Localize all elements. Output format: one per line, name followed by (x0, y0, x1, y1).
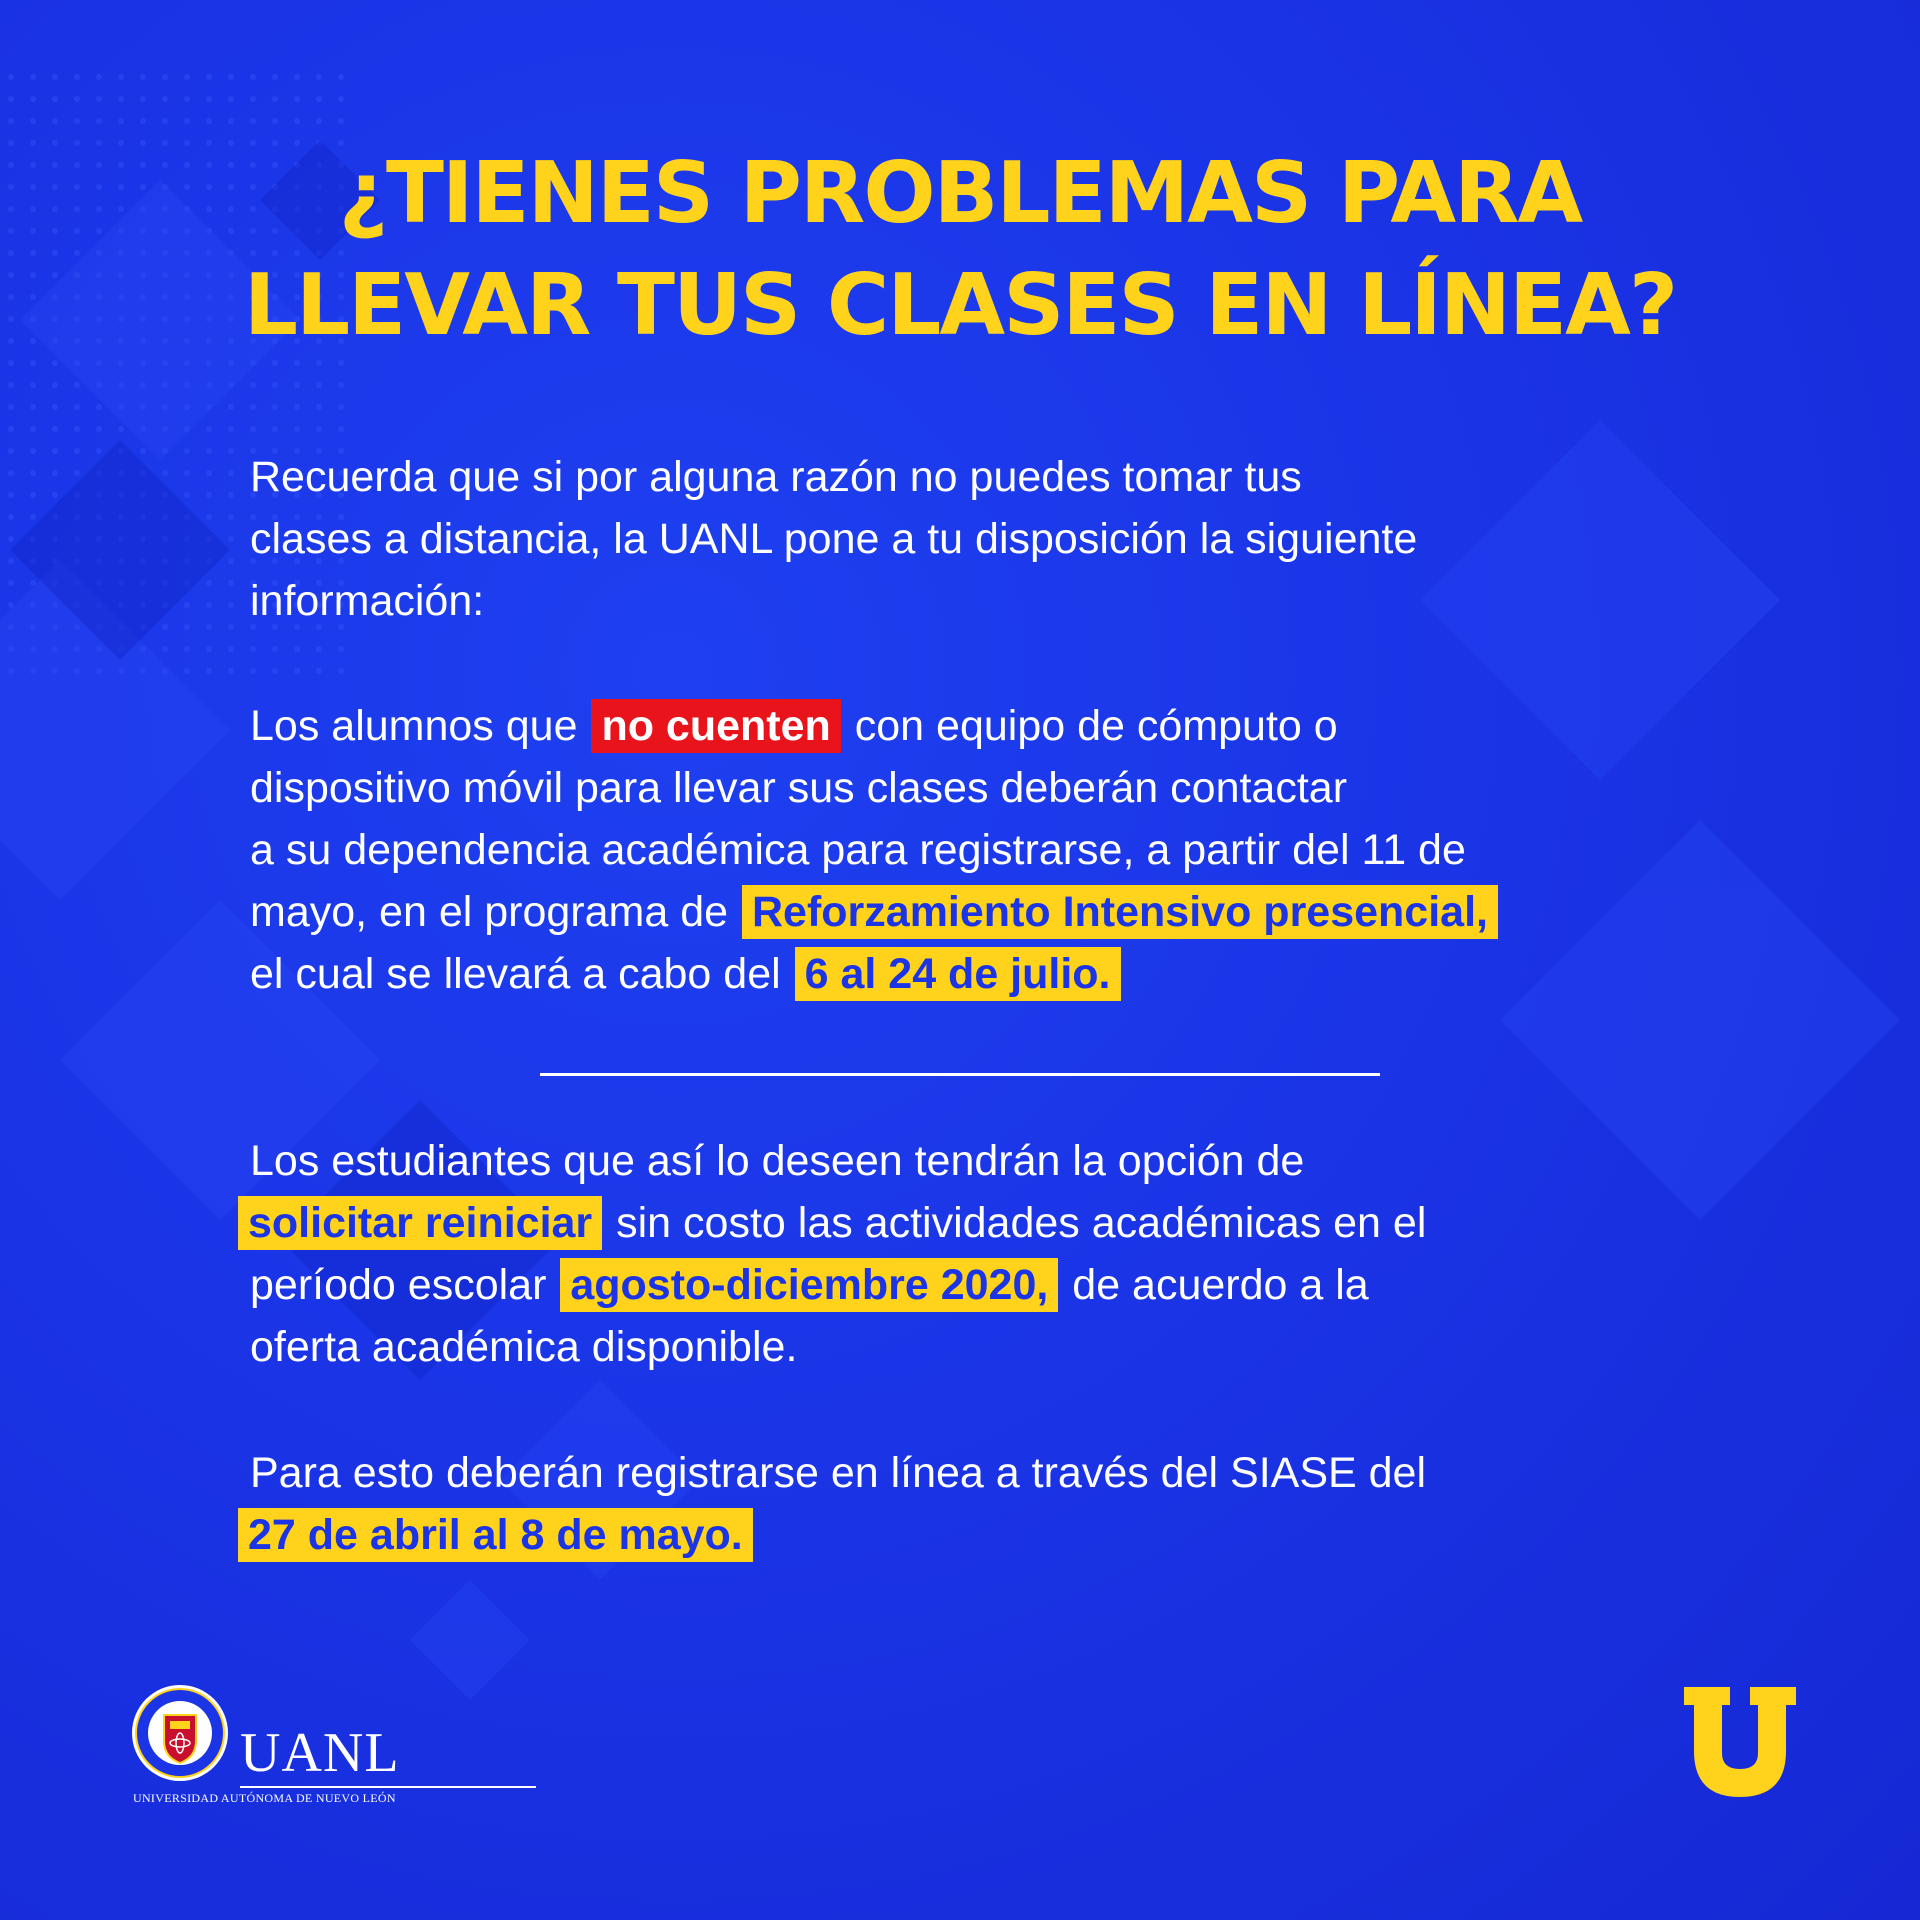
no-cuenten-highlight: no cuenten (591, 699, 840, 753)
intro-line-2: clases a distancia, la UANL pone a tu disposición la siguiente (250, 515, 1418, 563)
headline-line-2: LLEVAR TUS CLASES EN LÍNEA? (243, 256, 1677, 355)
intro-line-1: Recuerda que si por alguna razón no puedes tomar tus (250, 453, 1302, 501)
block1-line-5-text: el cual se llevará a cabo del (250, 950, 781, 998)
no-equipment-paragraph (250, 695, 1670, 1005)
block1-pre-text: Los alumnos que (250, 702, 578, 750)
uanl-logo-word: UANL (240, 1722, 400, 1784)
headline-line-1: ¿TIENES PROBLEMAS PARA (338, 144, 1582, 243)
period-highlight: agosto-diciembre 2020, (560, 1258, 1058, 1312)
registration-paragraph (250, 1442, 1670, 1566)
university-seal-icon (130, 1683, 230, 1783)
block1-line-4 (250, 881, 1670, 943)
block1-line-1 (250, 695, 1670, 757)
block1-line-2: dispositivo móvil para llevar sus clases deberán contactar (250, 764, 1348, 812)
intro-paragraph (250, 446, 1670, 632)
block2-line-3-pre: período escolar (250, 1261, 547, 1309)
intro-line-3: información: (250, 577, 485, 625)
registration-dates-highlight: 27 de abril al 8 de mayo. (238, 1508, 753, 1562)
block2-line-3 (250, 1254, 1670, 1316)
block1-line-4-text: mayo, en el programa de (250, 888, 729, 936)
headline (0, 138, 1920, 362)
solicitar-reiniciar-highlight: solicitar reiniciar (238, 1196, 602, 1250)
block2-line-4: oferta académica disponible. (250, 1323, 798, 1371)
section-divider (540, 1073, 1380, 1076)
program-name-highlight: Reforzamiento Intensivo presencial, (742, 885, 1498, 939)
block3-line-2 (236, 1504, 1670, 1566)
uanl-logo-subtitle: UNIVERSIDAD AUTÓNOMA DE NUEVO LEÓN (133, 1791, 396, 1805)
uanl-logo-rule (240, 1786, 536, 1788)
block2-line-2 (236, 1192, 1670, 1254)
block2-line-3-post: de acuerdo a la (1072, 1261, 1369, 1309)
block2-line-1: Los estudiantes que así lo deseen tendrán la opción de (250, 1137, 1305, 1185)
block1-post-text: con equipo de cómputo o (854, 702, 1338, 750)
block1-line-5 (250, 943, 1670, 1005)
block1-line-3: a su dependencia académica para registrarse, a partir del 11 de (250, 826, 1466, 874)
program-dates-highlight: 6 al 24 de julio. (795, 947, 1121, 1001)
block2-line-2-text: sin costo las actividades académicas en el (616, 1199, 1427, 1247)
u-letter-logo-icon (1680, 1683, 1800, 1799)
uanl-logo (130, 1683, 410, 1813)
block3-line-1: Para esto deberán registrarse en línea a través del SIASE del (250, 1449, 1427, 1497)
restart-option-paragraph (250, 1130, 1670, 1378)
